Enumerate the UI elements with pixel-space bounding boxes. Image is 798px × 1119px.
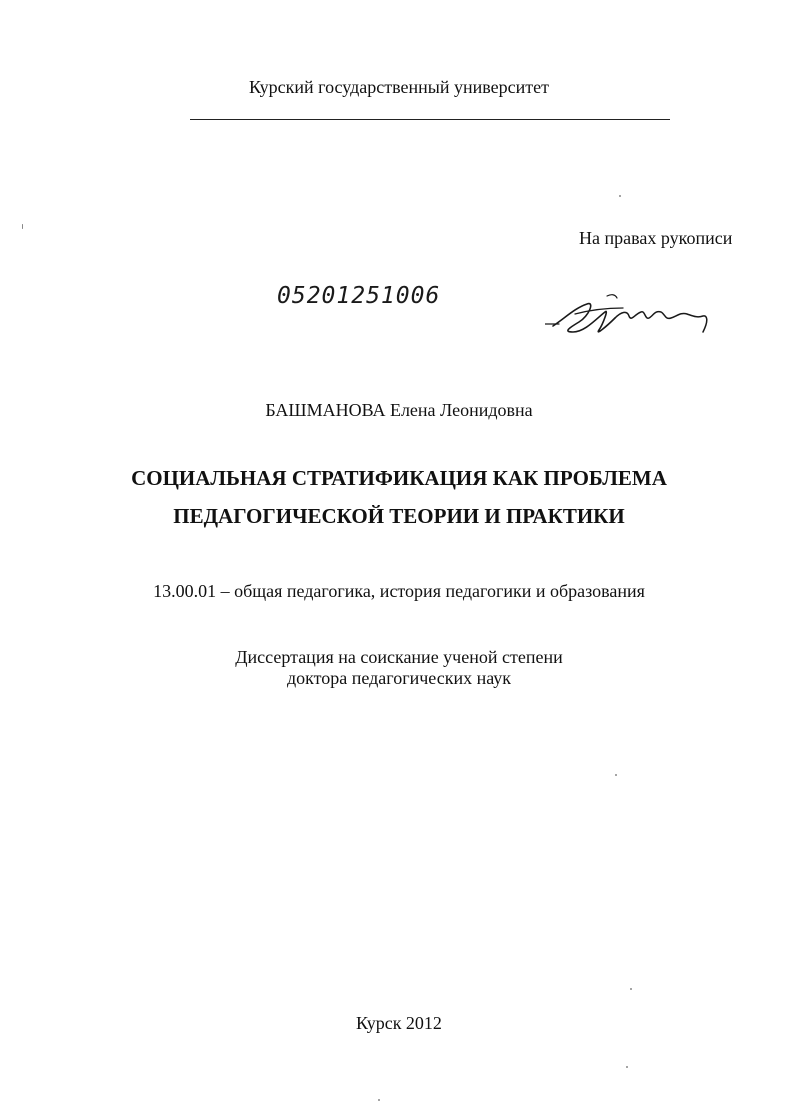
degree-statement-line-2: доктора педагогических наук bbox=[286, 668, 512, 688]
author-name: БАШМАНОВА Елена Леонидовна bbox=[265, 400, 533, 420]
scan-speck bbox=[630, 988, 632, 990]
place-and-year: Курск 2012 bbox=[356, 1013, 442, 1033]
university-name: Курский государственный университет bbox=[248, 77, 550, 97]
scan-speck bbox=[626, 1066, 628, 1068]
scan-speck bbox=[378, 1099, 380, 1101]
degree-statement-line-1: Диссертация на соискание ученой степени bbox=[235, 647, 563, 667]
scan-speck bbox=[619, 195, 621, 197]
dissertation-title-line-2: ПЕДАГОГИЧЕСКОЙ ТЕОРИИ И ПРАКТИКИ bbox=[173, 504, 625, 528]
scan-speck bbox=[22, 224, 23, 229]
specialty-code: 13.00.01 – общая педагогика, история педагогики и образования bbox=[153, 581, 645, 601]
manuscript-rights-note: На правах рукописи bbox=[579, 228, 733, 248]
handwritten-signature bbox=[545, 288, 715, 348]
scan-speck bbox=[615, 774, 617, 776]
registry-number-stamp: 05201251006 bbox=[277, 283, 441, 309]
header-divider bbox=[190, 119, 670, 120]
dissertation-title-line-1: СОЦИАЛЬНАЯ СТРАТИФИКАЦИЯ КАК ПРОБЛЕМА bbox=[131, 466, 667, 490]
